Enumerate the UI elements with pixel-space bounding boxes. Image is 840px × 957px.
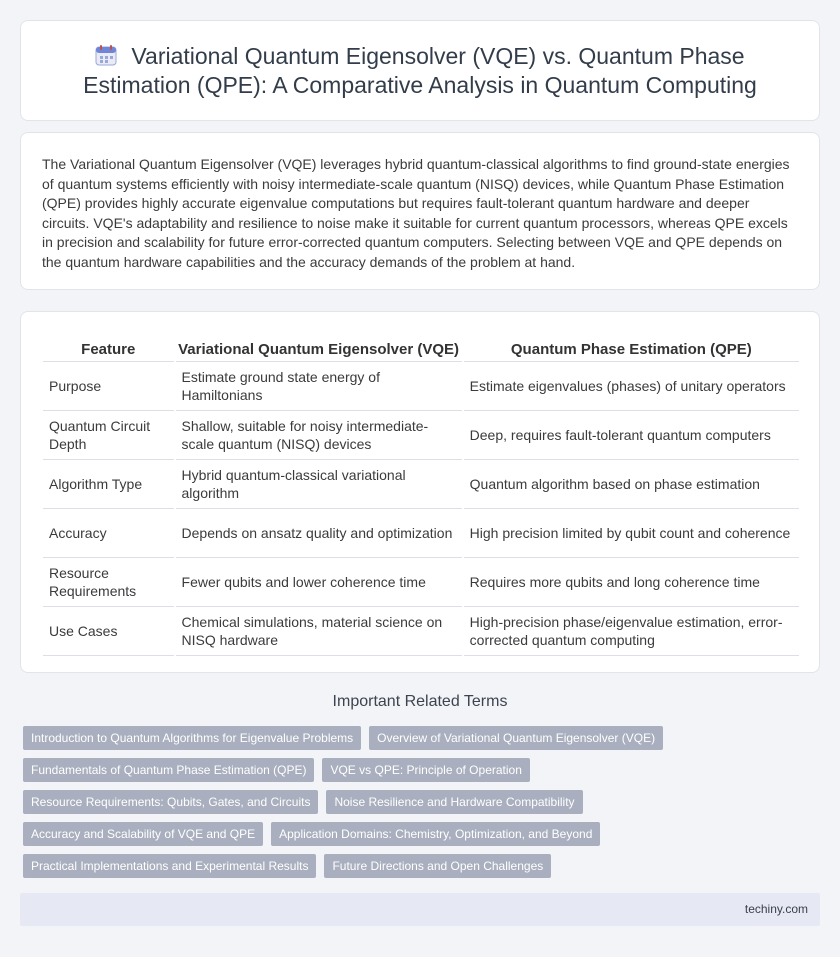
feature-cell: Algorithm Type [43, 460, 174, 509]
table-header-row [43, 332, 799, 362]
related-term-tag[interactable]: Accuracy and Scalability of VQE and QPE [23, 822, 263, 846]
title-card [20, 20, 820, 121]
header-qpe: Quantum Phase Estimation (QPE) [464, 332, 799, 362]
feature-cell: Accuracy [43, 509, 174, 558]
vqe-cell: Estimate ground state energy of Hamiltonians [176, 362, 462, 411]
vqe-cell: Fewer qubits and lower coherence time [176, 558, 462, 607]
related-terms-list [23, 726, 823, 878]
table-row [43, 362, 799, 411]
related-term-tag[interactable]: Noise Resilience and Hardware Compatibility [326, 790, 582, 814]
table-row [43, 411, 799, 460]
comparison-card [20, 311, 820, 673]
related-term-tag[interactable]: Practical Implementations and Experimental Results [23, 854, 316, 878]
vqe-cell: Depends on ansatz quality and optimization [176, 509, 462, 558]
footer-site-link[interactable]: techiny.com [744, 902, 808, 916]
qpe-cell: Estimate eigenvalues (phases) of unitary operators [464, 362, 799, 411]
feature-cell: Resource Requirements [43, 558, 174, 607]
related-terms-heading: Important Related Terms [332, 693, 508, 710]
vqe-cell: Shallow, suitable for noisy intermediate-scale quantum (NISQ) devices [176, 411, 462, 460]
intro-card [20, 132, 820, 290]
table-row [43, 509, 799, 558]
feature-cell: Purpose [43, 362, 174, 411]
table-row [43, 607, 799, 656]
related-term-tag[interactable]: Overview of Variational Quantum Eigensolver (VQE) [369, 726, 663, 750]
related-term-tag[interactable]: VQE vs QPE: Principle of Operation [322, 758, 529, 782]
vqe-cell: Hybrid quantum-classical variational algorithm [176, 460, 462, 509]
qpe-cell: Deep, requires fault-tolerant quantum computers [464, 411, 799, 460]
qpe-cell: Quantum algorithm based on phase estimation [464, 460, 799, 509]
feature-cell: Quantum Circuit Depth [43, 411, 174, 460]
intro-paragraph: The Variational Quantum Eigensolver (VQE) leverages hybrid quantum-classical algorithms to find ground-state energies of quantum systems efficiently with noisy intermediate-scale quantum (NISQ) devices, while Quantum Phase Estimation (QPE) provides highly accurate eigenvalue computations but requires fault-tolerant quantum hardware and deeper circuits. VQE's adaptability and resilience to noise make it suitable for current quantum processors, whereas QPE excels in precision and scalability for future error-corrected quantum computers. Selecting between VQE and QPE depends on the quantum hardware capabilities and the accuracy demands of the problem at hand. [42, 156, 790, 270]
header-feature: Feature [43, 332, 174, 362]
related-term-tag[interactable]: Future Directions and Open Challenges [324, 854, 551, 878]
comparison-table [41, 332, 801, 656]
related-term-tag[interactable]: Application Domains: Chemistry, Optimization, and Beyond [271, 822, 600, 846]
page-title-text: Variational Quantum Eigensolver (VQE) vs. Quantum Phase Estimation (QPE): A Comparative Analysis in Quantum Computing [83, 42, 757, 98]
qpe-cell: Requires more qubits and long coherence time [464, 558, 799, 607]
related-term-tag[interactable]: Fundamentals of Quantum Phase Estimation (QPE) [23, 758, 314, 782]
vqe-cell: Chemical simulations, material science on NISQ hardware [176, 607, 462, 656]
table-row [43, 558, 799, 607]
header-vqe: Variational Quantum Eigensolver (VQE) [176, 332, 462, 362]
table-row [43, 460, 799, 509]
calendar-icon [95, 44, 117, 66]
related-term-tag[interactable]: Resource Requirements: Qubits, Gates, and Circuits [23, 790, 318, 814]
footer [20, 893, 820, 926]
qpe-cell: High-precision phase/eigenvalue estimation, error-corrected quantum computing [464, 607, 799, 656]
qpe-cell: High precision limited by qubit count and coherence [464, 509, 799, 558]
feature-cell: Use Cases [43, 607, 174, 656]
page-title [50, 42, 790, 100]
related-term-tag[interactable]: Introduction to Quantum Algorithms for Eigenvalue Problems [23, 726, 361, 750]
